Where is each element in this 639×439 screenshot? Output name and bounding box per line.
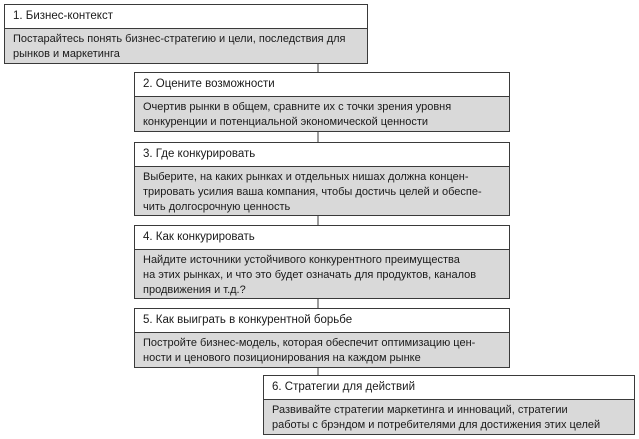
- step-2-line-1: Очертив рынки в общем, сравните их с точки зрения уровня: [143, 101, 452, 113]
- step-6-line-2: работы с брэндом и потребителями для достижения этих целей: [272, 419, 601, 431]
- step-4-line-3: продвижения и т.д.?: [143, 284, 246, 296]
- step-6-action-strategies: [263, 375, 635, 435]
- step-4-description: [135, 250, 509, 298]
- step-5-line-2: ности и ценового позиционирования на каждом рынке: [143, 352, 421, 364]
- step-1-line-1: Постарайтесь понять бизнес-стратегию и цели, последствия для: [13, 33, 346, 45]
- step-3-title: 3. Где конкурировать: [135, 143, 509, 167]
- step-1-description: [5, 29, 367, 63]
- step-5-how-to-win: [134, 308, 510, 368]
- step-1-line-2: рынков и маркетинга: [13, 48, 120, 60]
- step-2-assess-opportunities: [134, 72, 510, 132]
- step-4-line-2: на этих рынках, и что это будет означать для продуктов, каналов: [143, 269, 477, 281]
- step-4-line-1: Найдите источники устойчивого конкурентного преимущества: [143, 254, 460, 266]
- step-4-how-to-compete: [134, 225, 510, 299]
- step-2-description: [135, 97, 509, 131]
- step-3-where-to-compete: [134, 142, 510, 216]
- step-3-description: [135, 167, 509, 215]
- step-6-title: 6. Стратегии для действий: [264, 376, 634, 400]
- step-3-line-2: трировать усилия ваша компания, чтобы достичь целей и обеспе-: [143, 186, 482, 198]
- step-3-line-1: Выберите, на каких рынках и отдельных нишах должна концен-: [143, 171, 469, 183]
- step-6-line-1: Развивайте стратегии маркетинга и инноваций, стратегии: [272, 404, 568, 416]
- step-1-business-context: [4, 4, 368, 64]
- step-5-line-1: Постройте бизнес-модель, которая обеспечит оптимизацию цен-: [143, 337, 476, 349]
- step-1-title: 1. Бизнес-контекст: [5, 5, 367, 29]
- step-2-line-2: конкуренции и потенциальной экономической ценности: [143, 116, 429, 128]
- step-6-description: [264, 400, 634, 434]
- step-5-description: [135, 333, 509, 367]
- step-5-title: 5. Как выиграть в конкурентной борьбе: [135, 309, 509, 333]
- step-3-line-3: чить долгосрочную ценность: [143, 201, 291, 213]
- step-4-title: 4. Как конкурировать: [135, 226, 509, 250]
- step-2-title: 2. Оцените возможности: [135, 73, 509, 97]
